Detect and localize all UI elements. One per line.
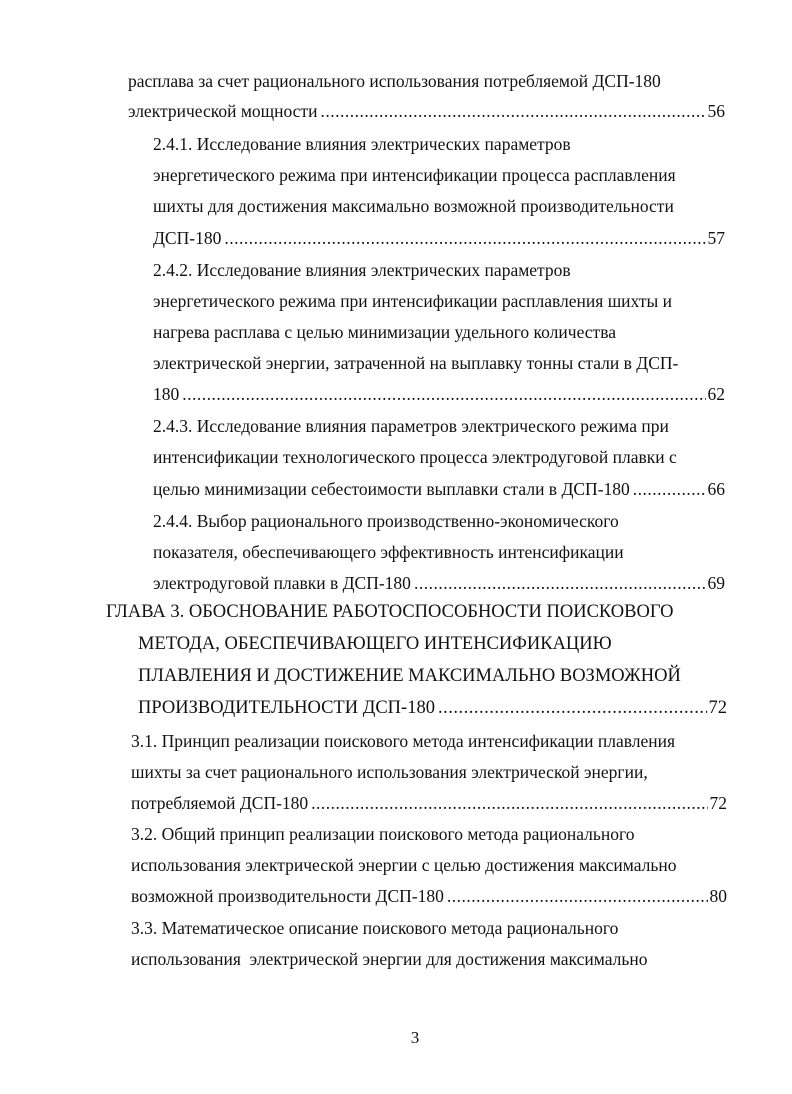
toc-entry-with-page[interactable] bbox=[153, 227, 725, 249]
dot-leader bbox=[414, 572, 706, 594]
dot-leader bbox=[311, 792, 707, 814]
dot-leader bbox=[438, 697, 707, 719]
toc-line: 3.3. Математическое описание поискового метода рационального bbox=[131, 918, 619, 938]
toc-entry-text: возможной производительности ДСП-180 bbox=[131, 886, 444, 906]
chapter-heading-line: ГЛАВА 3. ОБОСНОВАНИЕ РАБОТОСПОСОБНОСТИ ПОИСКОВОГО bbox=[106, 602, 674, 622]
toc-entry-text: потребляемой ДСП-180 bbox=[131, 793, 309, 813]
toc-line: 3.2. Общий принцип реализации поискового метода рационального bbox=[131, 824, 635, 844]
toc-line: шихты за счет рационального использования электрической энергии, bbox=[131, 762, 648, 782]
toc-line: 2.4.1. Исследование влияния электрических параметров bbox=[153, 134, 571, 154]
chapter-heading-line: ПЛАВЛЕНИЯ И ДОСТИЖЕНИЕ МАКСИМАЛЬНО ВОЗМОЖНОЙ bbox=[138, 666, 681, 686]
toc-line: интенсификации технологического процесса электродуговой плавки с bbox=[153, 447, 677, 467]
toc-page-number: 69 bbox=[707, 573, 725, 593]
toc-line: 2.4.3. Исследование влияния параметров электрического режима при bbox=[153, 416, 669, 436]
toc-page-number: 66 bbox=[707, 479, 725, 499]
toc-line: шихты для достижения максимально возможной производительности bbox=[153, 196, 674, 216]
toc-entry-text: электродуговой плавки в ДСП-180 bbox=[153, 573, 411, 593]
toc-entry-with-page[interactable] bbox=[153, 478, 725, 500]
toc-page-number: 56 bbox=[707, 101, 725, 121]
toc-line: энергетического режима при интенсификации расплавления шихты и bbox=[153, 291, 673, 311]
toc-page-number: 72 bbox=[709, 793, 727, 813]
toc-page-number: 57 bbox=[707, 228, 725, 248]
toc-entry-with-page[interactable] bbox=[128, 100, 725, 122]
toc-entry-text: ДСП-180 bbox=[153, 228, 222, 248]
page-number: 3 bbox=[410, 1028, 420, 1047]
dot-leader bbox=[320, 100, 705, 122]
toc-entry-text: электрической мощности bbox=[128, 101, 318, 121]
toc-entry-with-page[interactable] bbox=[153, 572, 725, 594]
toc-entry-text: 180 bbox=[153, 384, 180, 404]
toc-entry-with-page[interactable] bbox=[153, 383, 725, 405]
toc-line: энергетического режима при интенсификации процесса расплавления bbox=[153, 165, 676, 185]
toc-line: 2.4.4. Выбор рационального производственно-экономического bbox=[153, 511, 619, 531]
toc-line: нагрева расплава с целью минимизации удельного количества bbox=[153, 322, 616, 342]
dot-leader bbox=[633, 478, 706, 500]
toc-line: показателя, обеспечивающего эффективность интенсификации bbox=[153, 542, 624, 562]
toc-line: использования электрической энергии для достижения максимально bbox=[131, 949, 648, 969]
dot-leader bbox=[224, 227, 705, 249]
dot-leader bbox=[447, 885, 708, 907]
dot-leader bbox=[182, 383, 705, 405]
toc-entry-with-page[interactable] bbox=[131, 792, 727, 814]
toc-line: 2.4.2. Исследование влияния электрических параметров bbox=[153, 260, 571, 280]
chapter-heading-text: ПРОИЗВОДИТЕЛЬНОСТИ ДСП-180 bbox=[138, 698, 435, 718]
toc-entry-with-page[interactable] bbox=[138, 697, 727, 719]
toc-entry-with-page[interactable] bbox=[131, 885, 727, 907]
toc-line: расплава за счет рационального использования потребляемой ДСП-180 bbox=[128, 71, 661, 91]
toc-page-number: 80 bbox=[709, 886, 727, 906]
toc-line: 3.1. Принцип реализации поискового метода интенсификации плавления bbox=[131, 731, 676, 751]
toc-page-number: 62 bbox=[707, 384, 725, 404]
toc-page-number: 72 bbox=[708, 698, 727, 718]
chapter-heading-line: МЕТОДА, ОБЕСПЕЧИВАЮЩЕГО ИНТЕНСИФИКАЦИЮ bbox=[138, 634, 612, 654]
toc-entry-text: целью минимизации себестоимости выплавки стали в ДСП-180 bbox=[153, 479, 630, 499]
toc-line: использования электрической энергии с целью достижения максимально bbox=[131, 855, 677, 875]
toc-line: электрической энергии, затраченной на выплавку тонны стали в ДСП- bbox=[153, 353, 679, 373]
